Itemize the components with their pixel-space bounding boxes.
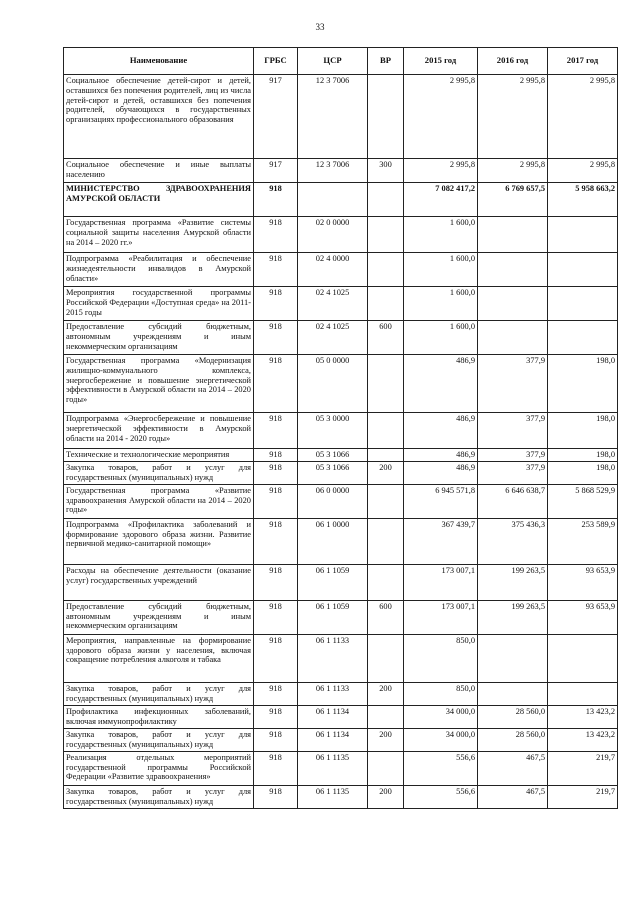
header-name: Наименование bbox=[64, 48, 254, 75]
header-2016: 2016 год bbox=[478, 48, 548, 75]
row-csr-cell: 02 0 0000 bbox=[298, 217, 368, 253]
row-csr-cell: 06 1 1134 bbox=[298, 705, 368, 728]
row-vr-cell bbox=[368, 183, 404, 217]
table-row bbox=[64, 183, 618, 217]
row-csr-cell: 05 3 0000 bbox=[298, 413, 368, 449]
row-2017-cell: 5 868 529,9 bbox=[548, 484, 618, 518]
row-2015-cell: 2 995,8 bbox=[404, 159, 478, 183]
row-vr-cell bbox=[368, 634, 404, 682]
row-csr-cell: 06 1 1135 bbox=[298, 751, 368, 785]
row-vr-cell bbox=[368, 75, 404, 159]
row-name-cell: Государственная программа «Развитие здравоохранения Амурской области на 2014 – 2020 годы» bbox=[64, 484, 254, 518]
table-row bbox=[64, 253, 618, 287]
row-vr-cell bbox=[368, 484, 404, 518]
row-name-cell: Социальное обеспечение детей-сирот и детей, оставшихся без попечения родителей, лиц из числа детей-сирот и детей, оставшихся без попечения родителей, обучающихся в государственных организациях профессионального образования bbox=[64, 75, 254, 159]
row-2016-cell bbox=[478, 287, 548, 321]
table-row bbox=[64, 600, 618, 634]
row-2015-cell: 486,9 bbox=[404, 449, 478, 462]
row-vr-cell bbox=[368, 413, 404, 449]
header-csr: ЦСР bbox=[298, 48, 368, 75]
row-grbs-cell: 918 bbox=[254, 355, 298, 413]
row-name-cell: Государственная программа «Модернизация жилищно-коммунального комплекса, энергосбережение и повышение энергетической эффективности в Амурской области на 2014 – 2020 годы» bbox=[64, 355, 254, 413]
row-grbs-cell: 917 bbox=[254, 75, 298, 159]
row-name-cell: Технические и технологические мероприятия bbox=[64, 449, 254, 462]
row-2016-cell: 28 560,0 bbox=[478, 705, 548, 728]
row-csr-cell: 02 4 0000 bbox=[298, 253, 368, 287]
row-vr-cell bbox=[368, 751, 404, 785]
table-row bbox=[64, 751, 618, 785]
row-vr-cell: 600 bbox=[368, 321, 404, 355]
table-row bbox=[64, 217, 618, 253]
row-vr-cell: 200 bbox=[368, 785, 404, 808]
row-2015-cell: 2 995,8 bbox=[404, 75, 478, 159]
row-vr-cell: 600 bbox=[368, 600, 404, 634]
table-row bbox=[64, 321, 618, 355]
row-2016-cell: 28 560,0 bbox=[478, 728, 548, 751]
row-vr-cell: 200 bbox=[368, 461, 404, 484]
row-name-cell: Реализация отдельных мероприятий государственной программы Российской Федерации «Развитие здравоохранения» bbox=[64, 751, 254, 785]
row-name-cell: Подпрограмма «Профилактика заболеваний и формирование здорового образа жизни. Развитие первичной медико-санитарной помощи» bbox=[64, 518, 254, 564]
row-2017-cell bbox=[548, 287, 618, 321]
row-grbs-cell: 918 bbox=[254, 183, 298, 217]
row-2017-cell bbox=[548, 682, 618, 705]
row-vr-cell bbox=[368, 253, 404, 287]
row-2016-cell: 2 995,8 bbox=[478, 75, 548, 159]
row-vr-cell bbox=[368, 564, 404, 600]
table-row bbox=[64, 449, 618, 462]
header-2017: 2017 год bbox=[548, 48, 618, 75]
table-body bbox=[64, 75, 618, 809]
row-name-cell: Мероприятия государственной программы Российской Федерации «Доступная среда» на 2011-2015 годы bbox=[64, 287, 254, 321]
row-2017-cell: 13 423,2 bbox=[548, 705, 618, 728]
row-2015-cell: 1 600,0 bbox=[404, 253, 478, 287]
row-csr-cell: 06 1 1134 bbox=[298, 728, 368, 751]
table-row bbox=[64, 413, 618, 449]
row-2015-cell: 34 000,0 bbox=[404, 705, 478, 728]
page-number: 33 bbox=[315, 22, 325, 32]
row-vr-cell bbox=[368, 355, 404, 413]
table-row bbox=[64, 355, 618, 413]
row-grbs-cell: 918 bbox=[254, 564, 298, 600]
row-name-cell: Профилактика инфекционных заболеваний, включая иммунопрофилактику bbox=[64, 705, 254, 728]
row-name-cell: Закупка товаров, работ и услуг для государственных (муниципальных) нужд bbox=[64, 682, 254, 705]
row-name-cell: Закупка товаров, работ и услуг для государственных (муниципальных) нужд bbox=[64, 728, 254, 751]
table-header-row bbox=[64, 48, 618, 75]
row-grbs-cell: 918 bbox=[254, 461, 298, 484]
header-vr: ВР bbox=[368, 48, 404, 75]
row-2015-cell: 34 000,0 bbox=[404, 728, 478, 751]
row-2016-cell: 377,9 bbox=[478, 355, 548, 413]
table-row bbox=[64, 705, 618, 728]
row-grbs-cell: 918 bbox=[254, 518, 298, 564]
row-2015-cell: 6 945 571,8 bbox=[404, 484, 478, 518]
row-2016-cell bbox=[478, 634, 548, 682]
row-2016-cell: 375 436,3 bbox=[478, 518, 548, 564]
row-grbs-cell: 918 bbox=[254, 321, 298, 355]
row-2016-cell: 377,9 bbox=[478, 449, 548, 462]
row-csr-cell: 06 1 1059 bbox=[298, 600, 368, 634]
row-2016-cell: 199 263,5 bbox=[478, 600, 548, 634]
row-2016-cell: 6 646 638,7 bbox=[478, 484, 548, 518]
row-csr-cell: 06 0 0000 bbox=[298, 484, 368, 518]
row-grbs-cell: 918 bbox=[254, 634, 298, 682]
row-2015-cell: 367 439,7 bbox=[404, 518, 478, 564]
table-row bbox=[64, 75, 618, 159]
row-2016-cell: 377,9 bbox=[478, 461, 548, 484]
row-2015-cell: 850,0 bbox=[404, 682, 478, 705]
row-2015-cell: 556,6 bbox=[404, 785, 478, 808]
row-name-cell: Подпрограмма «Реабилитация и обеспечение жизнедеятельности инвалидов в Амурской области» bbox=[64, 253, 254, 287]
row-grbs-cell: 918 bbox=[254, 785, 298, 808]
table-row bbox=[64, 287, 618, 321]
row-2015-cell: 556,6 bbox=[404, 751, 478, 785]
row-name-cell: Государственная программа «Развитие системы социальной защиты населения Амурской области на 2014 – 2020 гг.» bbox=[64, 217, 254, 253]
row-2015-cell: 486,9 bbox=[404, 355, 478, 413]
row-2016-cell: 2 995,8 bbox=[478, 159, 548, 183]
row-grbs-cell: 918 bbox=[254, 751, 298, 785]
row-2015-cell: 486,9 bbox=[404, 413, 478, 449]
row-2015-cell: 850,0 bbox=[404, 634, 478, 682]
row-name-cell: Закупка товаров, работ и услуг для государственных (муниципальных) нужд bbox=[64, 785, 254, 808]
table-row bbox=[64, 159, 618, 183]
row-2017-cell: 93 653,9 bbox=[548, 564, 618, 600]
table-row bbox=[64, 461, 618, 484]
row-csr-cell bbox=[298, 183, 368, 217]
row-vr-cell bbox=[368, 287, 404, 321]
row-grbs-cell: 918 bbox=[254, 600, 298, 634]
row-csr-cell: 06 1 0000 bbox=[298, 518, 368, 564]
row-grbs-cell: 918 bbox=[254, 449, 298, 462]
row-name-cell: Предоставление субсидий бюджетным, автономным учреждениям и иным некоммерческим организациям bbox=[64, 600, 254, 634]
row-grbs-cell: 917 bbox=[254, 159, 298, 183]
row-2017-cell bbox=[548, 253, 618, 287]
row-vr-cell bbox=[368, 518, 404, 564]
row-2017-cell: 198,0 bbox=[548, 461, 618, 484]
row-csr-cell: 02 4 1025 bbox=[298, 321, 368, 355]
row-grbs-cell: 918 bbox=[254, 413, 298, 449]
row-vr-cell bbox=[368, 449, 404, 462]
row-2015-cell: 1 600,0 bbox=[404, 217, 478, 253]
row-vr-cell: 200 bbox=[368, 728, 404, 751]
row-vr-cell: 300 bbox=[368, 159, 404, 183]
table-row bbox=[64, 682, 618, 705]
table-row bbox=[64, 518, 618, 564]
row-csr-cell: 06 1 1059 bbox=[298, 564, 368, 600]
row-2017-cell: 198,0 bbox=[548, 449, 618, 462]
row-name-cell: Социальное обеспечение и иные выплаты населению bbox=[64, 159, 254, 183]
table-row bbox=[64, 634, 618, 682]
row-2015-cell: 486,9 bbox=[404, 461, 478, 484]
row-name-cell: Предоставление субсидий бюджетным, автономным учреждениям и иным некоммерческим организациям bbox=[64, 321, 254, 355]
row-2015-cell: 173 007,1 bbox=[404, 600, 478, 634]
row-csr-cell: 05 3 1066 bbox=[298, 461, 368, 484]
row-grbs-cell: 918 bbox=[254, 253, 298, 287]
row-2015-cell: 1 600,0 bbox=[404, 321, 478, 355]
row-2017-cell bbox=[548, 634, 618, 682]
row-2016-cell: 467,5 bbox=[478, 785, 548, 808]
row-2017-cell: 2 995,8 bbox=[548, 159, 618, 183]
table-row bbox=[64, 484, 618, 518]
row-grbs-cell: 918 bbox=[254, 705, 298, 728]
row-2017-cell: 198,0 bbox=[548, 355, 618, 413]
row-grbs-cell: 918 bbox=[254, 217, 298, 253]
row-name-cell: МИНИСТЕРСТВО ЗДРАВООХРАНЕНИЯ АМУРСКОЙ ОБЛАСТИ bbox=[64, 183, 254, 217]
header-2015: 2015 год bbox=[404, 48, 478, 75]
row-2015-cell: 1 600,0 bbox=[404, 287, 478, 321]
row-csr-cell: 06 1 1133 bbox=[298, 682, 368, 705]
row-name-cell: Расходы на обеспечение деятельности (оказание услуг) государственных учреждений bbox=[64, 564, 254, 600]
row-csr-cell: 05 0 0000 bbox=[298, 355, 368, 413]
row-2015-cell: 7 082 417,2 bbox=[404, 183, 478, 217]
row-2017-cell: 93 653,9 bbox=[548, 600, 618, 634]
row-2016-cell: 6 769 657,5 bbox=[478, 183, 548, 217]
row-2017-cell: 2 995,8 bbox=[548, 75, 618, 159]
row-2016-cell bbox=[478, 682, 548, 705]
row-name-cell: Мероприятия, направленные на формирование здорового образа жизни у населения, включая сокращение потребления алкоголя и табака bbox=[64, 634, 254, 682]
row-2016-cell bbox=[478, 321, 548, 355]
row-csr-cell: 06 1 1133 bbox=[298, 634, 368, 682]
row-2017-cell: 219,7 bbox=[548, 785, 618, 808]
row-2017-cell: 198,0 bbox=[548, 413, 618, 449]
table-row bbox=[64, 785, 618, 808]
row-grbs-cell: 918 bbox=[254, 682, 298, 705]
row-2016-cell: 467,5 bbox=[478, 751, 548, 785]
row-name-cell: Подпрограмма «Энергосбережение и повышение энергетической эффективности в Амурской области на 2014 - 2020 годы» bbox=[64, 413, 254, 449]
row-grbs-cell: 918 bbox=[254, 484, 298, 518]
row-grbs-cell: 918 bbox=[254, 287, 298, 321]
row-csr-cell: 02 4 1025 bbox=[298, 287, 368, 321]
row-csr-cell: 12 3 7006 bbox=[298, 159, 368, 183]
row-2017-cell: 219,7 bbox=[548, 751, 618, 785]
row-2015-cell: 173 007,1 bbox=[404, 564, 478, 600]
row-name-cell: Закупка товаров, работ и услуг для государственных (муниципальных) нужд bbox=[64, 461, 254, 484]
row-2016-cell: 377,9 bbox=[478, 413, 548, 449]
row-2017-cell: 253 589,9 bbox=[548, 518, 618, 564]
row-vr-cell bbox=[368, 217, 404, 253]
row-grbs-cell: 918 bbox=[254, 728, 298, 751]
row-2016-cell: 199 263,5 bbox=[478, 564, 548, 600]
row-vr-cell: 200 bbox=[368, 682, 404, 705]
row-vr-cell bbox=[368, 705, 404, 728]
header-grbs: ГРБС bbox=[254, 48, 298, 75]
table-row bbox=[64, 564, 618, 600]
row-2016-cell bbox=[478, 217, 548, 253]
row-2017-cell: 5 958 663,2 bbox=[548, 183, 618, 217]
row-csr-cell: 05 3 1066 bbox=[298, 449, 368, 462]
row-csr-cell: 06 1 1135 bbox=[298, 785, 368, 808]
row-2017-cell bbox=[548, 321, 618, 355]
row-csr-cell: 12 3 7006 bbox=[298, 75, 368, 159]
row-2016-cell bbox=[478, 253, 548, 287]
budget-table bbox=[63, 47, 618, 809]
row-2017-cell: 13 423,2 bbox=[548, 728, 618, 751]
table-row bbox=[64, 728, 618, 751]
row-2017-cell bbox=[548, 217, 618, 253]
